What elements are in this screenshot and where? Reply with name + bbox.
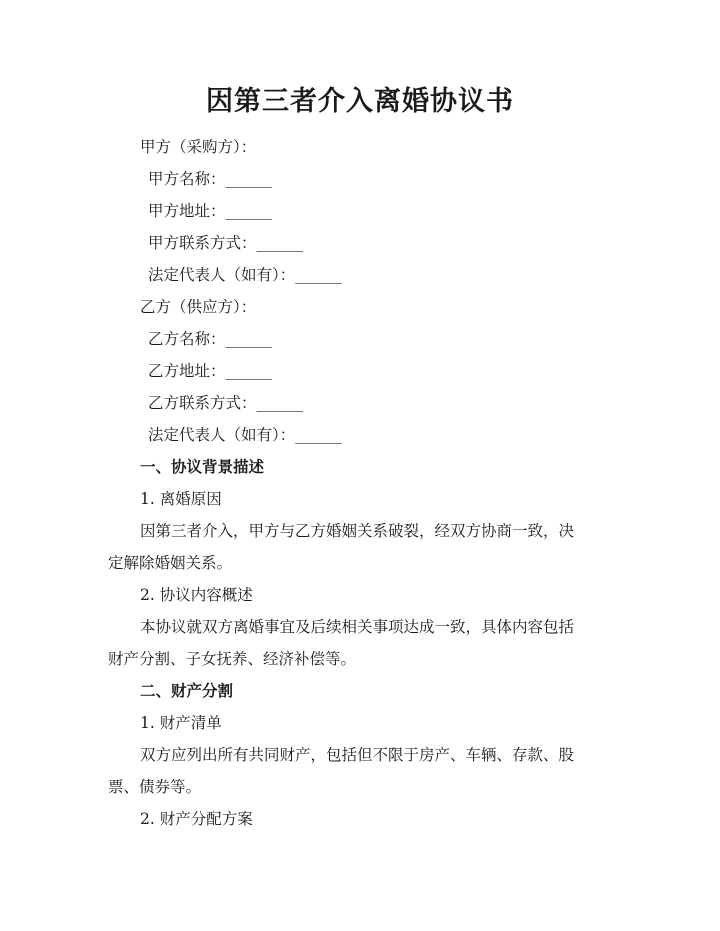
section-2-item-1-text-line-1: 双方应列出所有共同财产，包括但不限于房产、车辆、存款、股	[140, 746, 575, 764]
party-a-address-field: 甲方地址：______	[148, 202, 273, 220]
party-b-contact-field: 乙方联系方式：______	[148, 394, 304, 412]
section-2-heading: 二、财产分割	[140, 681, 234, 700]
document-title: 因第三者介入离婚协议书	[206, 86, 514, 117]
section-1-item-2-text-line-2: 财产分割、子女抚养、经济补偿等。	[108, 650, 357, 668]
party-b-representative-field: 法定代表人（如有）：______	[148, 426, 342, 444]
section-1-item-1-title: 1. 离婚原因	[140, 490, 222, 508]
section-2-item-1-title: 1. 财产清单	[140, 714, 222, 732]
party-a-contact-field: 甲方联系方式：______	[148, 234, 304, 252]
party-b-name-field: 乙方名称：______	[148, 330, 273, 348]
section-1-item-1-text-line-1: 因第三者介入，甲方与乙方婚姻关系破裂，经双方协商一致，决	[140, 522, 575, 540]
section-2-item-1-text-line-2: 票、债券等。	[108, 778, 202, 796]
section-2-item-2-title: 2. 财产分配方案	[140, 810, 253, 828]
party-b-address-field: 乙方地址：______	[148, 362, 273, 380]
section-1-item-2-title: 2. 协议内容概述	[140, 586, 253, 604]
party-a-name-field: 甲方名称：______	[148, 170, 273, 188]
party-a-representative-field: 法定代表人（如有）：______	[148, 266, 342, 284]
section-1-heading: 一、协议背景描述	[140, 457, 265, 476]
party-b-header: 乙方（供应方）：	[140, 298, 257, 316]
party-a-header: 甲方（采购方）：	[140, 138, 257, 156]
section-1-item-1-text-line-2: 定解除婚姻关系。	[108, 554, 233, 572]
section-1-item-2-text-line-1: 本协议就双方离婚事宜及后续相关事项达成一致，具体内容包括	[140, 618, 575, 636]
